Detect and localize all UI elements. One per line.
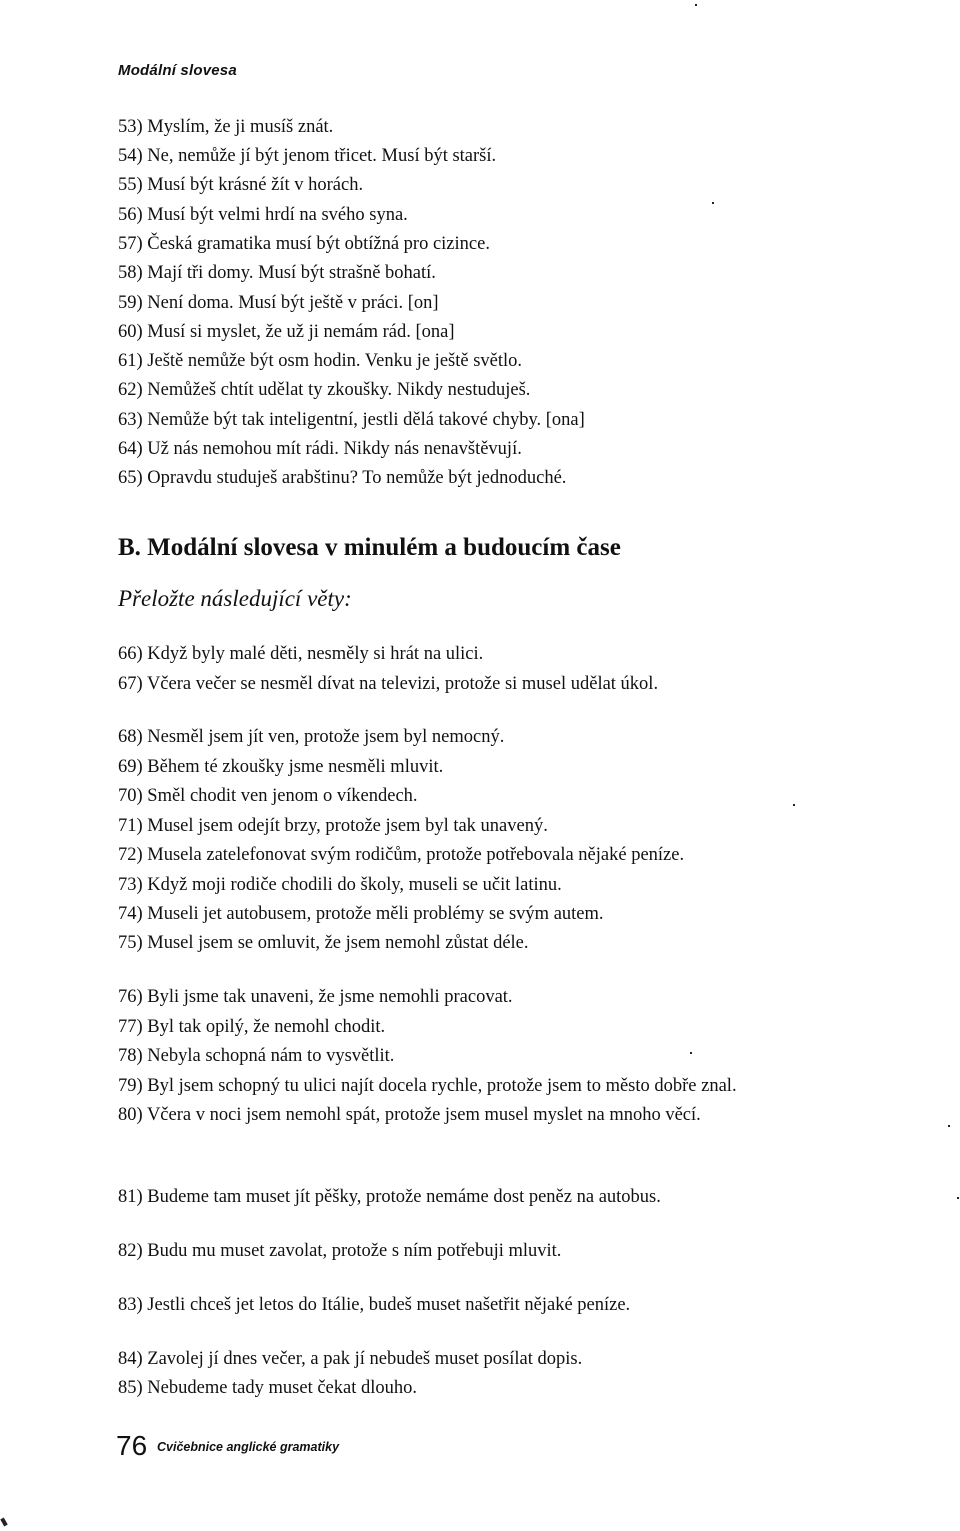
scan-speck [793,804,795,806]
list-item: 85) Nebudeme tady muset čekat dlouho. [118,1378,417,1398]
list-item: 66) Když byly malé děti, nesměly si hrát na ulici. [118,644,484,664]
scan-speck [712,202,714,204]
page-header: Modální slovesa [118,62,237,79]
list-item: 58) Mají tři domy. Musí být strašně bohatí. [118,263,436,283]
list-item: 55) Musí být krásné žít v horách. [118,175,364,195]
scan-speck [0,1518,7,1527]
list-item: 71) Musel jsem odejít brzy, protože jsem byl tak unavený. [118,816,548,836]
list-item: 83) Jestli chceš jet letos do Itálie, budeš muset našetřit nějaké peníze. [118,1295,631,1315]
list-item: 54) Ne, nemůže jí být jenom třicet. Musí být starší. [118,146,497,166]
list-item: 81) Budeme tam muset jít pěšky, protože nemáme dost peněz na autobus. [118,1187,661,1207]
list-item: 80) Včera v noci jsem nemohl spát, protože jsem musel myslet na mnoho věcí. [118,1105,701,1125]
list-item: 63) Nemůže být tak inteligentní, jestli dělá takové chyby. [ona] [118,410,585,430]
list-item: 79) Byl jsem schopný tu ulici najít docela rychle, protože jsem to město dobře znal. [118,1076,737,1096]
list-item: 56) Musí být velmi hrdí na svého syna. [118,205,408,225]
footer-book-title: Cvičebnice anglické gramatiky [157,1440,340,1454]
page-number: 76 [116,1430,148,1461]
list-item: 64) Už nás nemohou mít rádi. Nikdy nás nenavštěvují. [118,439,522,459]
list-item: 67) Včera večer se nesměl dívat na televizi, protože si musel udělat úkol. [118,674,659,694]
list-item: 69) Během té zkoušky jsme nesměli mluvit. [118,757,444,777]
list-item: 65) Opravdu studuješ arabštinu? To nemůže být jednoduché. [118,468,567,488]
list-item: 78) Nebyla schopná nám to vysvětlit. [118,1046,395,1066]
list-item: 61) Ještě nemůže být osm hodin. Venku je ještě světlo. [118,351,523,371]
list-item: 73) Když moji rodiče chodili do školy, museli se učit latinu. [118,875,562,895]
instruction: Přeložte následující věty: [118,586,352,611]
list-item: 74) Museli jet autobusem, protože měli problémy se svým autem. [118,904,604,924]
list-item: 62) Nemůžeš chtít udělat ty zkoušky. Nikdy nestuduješ. [118,380,531,400]
list-item: 77) Byl tak opilý, že nemohl chodit. [118,1017,386,1037]
list-item: 60) Musí si myslet, že už ji nemám rád. [ona] [118,322,455,342]
section-title: B. Modální slovesa v minulém a budoucím čase [118,534,621,561]
list-item: 68) Nesměl jsem jít ven, protože jsem byl nemocný. [118,727,505,747]
list-item: 57) Česká gramatika musí být obtížná pro cizince. [118,234,490,254]
list-item: 84) Zavolej jí dnes večer, a pak jí nebudeš muset posílat dopis. [118,1349,583,1369]
scan-speck [695,4,697,6]
list-item: 82) Budu mu muset zavolat, protože s ním potřebuji mluvit. [118,1241,562,1261]
scan-speck [690,1052,692,1054]
list-item: 59) Není doma. Musí být ještě v práci. [on] [118,293,439,313]
scan-speck [948,1125,950,1127]
scan-speck [957,1197,959,1199]
list-item: 75) Musel jsem se omluvit, že jsem nemohl zůstat déle. [118,933,529,953]
list-item: 70) Směl chodit ven jenom o víkendech. [118,786,418,806]
list-item: 72) Musela zatelefonovat svým rodičům, protože potřebovala nějaké peníze. [118,845,685,865]
list-item: 76) Byli jsme tak unaveni, že jsme nemohli pracovat. [118,987,513,1007]
list-item: 53) Myslím, že ji musíš znát. [118,117,334,137]
